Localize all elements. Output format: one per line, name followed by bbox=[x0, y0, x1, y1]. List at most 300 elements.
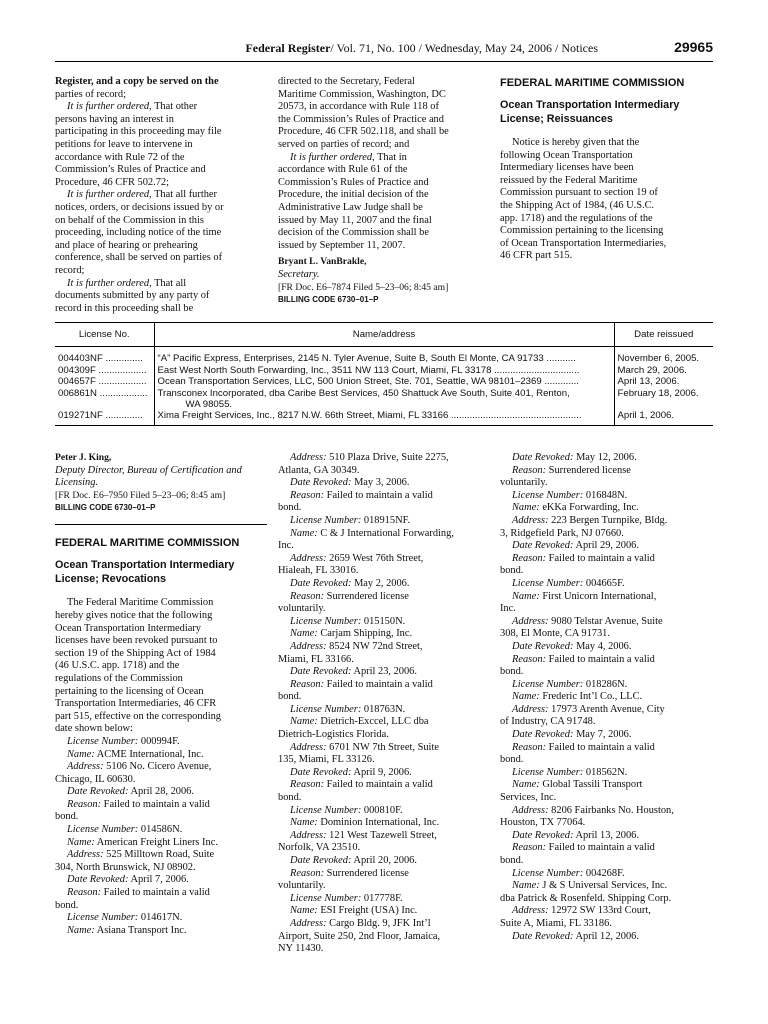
field-value: May 2, 2006. bbox=[354, 577, 410, 589]
field-value: 018286N. bbox=[585, 678, 628, 690]
text-line: bond. bbox=[500, 666, 524, 678]
revocation-reason-line bbox=[55, 799, 270, 812]
text-line: regulations of the Commission bbox=[55, 672, 183, 684]
revocation-address-line bbox=[278, 742, 493, 755]
date-reissued-cell: November 6, 2005. bbox=[614, 347, 713, 365]
text-line: Commission pursuant to section 19 of bbox=[500, 187, 658, 199]
revocation-reason-line bbox=[278, 868, 493, 881]
text-line: 304, North Brunswick, NJ 08902. bbox=[55, 861, 196, 873]
text-line: Procedure, the initial decision of the bbox=[278, 189, 429, 201]
field-value: C & J International Forwarding, bbox=[320, 527, 454, 539]
revocation-license-line bbox=[55, 912, 270, 925]
field-label: Date Revoked: bbox=[512, 829, 574, 841]
revocation-license-line bbox=[500, 679, 715, 692]
text-line: on behalf of the Commission in this bbox=[55, 214, 204, 226]
fr-doc-line: [FR Doc. E6–7874 Filed 5–23–06; 8:45 am] bbox=[278, 281, 449, 293]
field-label: Name: bbox=[290, 628, 318, 640]
text-line: dba Patrick & Rosenfeld. Shipping Corp. bbox=[500, 892, 672, 904]
text-line: documents submitted by any party of bbox=[55, 290, 210, 302]
field-label: License Number: bbox=[290, 615, 362, 627]
revocation-license-line bbox=[55, 824, 270, 837]
text-line: 20573, in accordance with Rule 118 of bbox=[278, 101, 439, 113]
table-row bbox=[55, 388, 713, 411]
name-address-cell: “A” Pacific Express, Enterprises, 2145 N. Tyler Avenue, Suite B, South El Monte, CA 91733 ........... bbox=[154, 347, 614, 365]
revocation-reason-line bbox=[500, 654, 715, 667]
field-value: Failed to maintain a valid bbox=[326, 489, 433, 501]
signer-title-text: Deputy Director, Bureau of Certification and bbox=[55, 464, 242, 476]
revocation-license-line bbox=[500, 490, 715, 503]
text-line: Hialeah, FL 33016. bbox=[278, 565, 359, 577]
text-line: bond. bbox=[278, 502, 302, 514]
field-label: Address: bbox=[512, 514, 549, 526]
text-line: Inc. bbox=[500, 603, 516, 615]
field-label: Name: bbox=[67, 748, 95, 760]
text-line: issued by May 11, 2007 and the final bbox=[278, 214, 432, 226]
text-line: Procedure, 46 CFR 502.72; bbox=[55, 176, 170, 188]
ordered-phrase: It is further ordered, bbox=[67, 277, 152, 289]
signer-title-text: Secretary. bbox=[278, 268, 320, 280]
field-label: Date Revoked: bbox=[512, 930, 574, 942]
text-line: bond. bbox=[278, 792, 302, 804]
signer-name: Peter J. King, bbox=[55, 452, 112, 463]
text-line: voluntarily. bbox=[500, 477, 548, 489]
subject-heading: License; Revocations bbox=[55, 572, 167, 585]
field-label: Address: bbox=[290, 829, 327, 841]
text-span: That other bbox=[151, 101, 198, 113]
spacer bbox=[55, 525, 270, 536]
text-line: the Commission’s Rules of Practice and bbox=[278, 113, 444, 125]
text-line: Ocean Transportation Intermediary bbox=[55, 622, 202, 634]
field-label: Date Revoked: bbox=[290, 766, 352, 778]
field-value: Failed to maintain a valid bbox=[103, 887, 210, 899]
revocation-license-line bbox=[278, 893, 493, 906]
field-label: Reason: bbox=[290, 779, 325, 791]
field-label: Reason: bbox=[290, 489, 325, 501]
text-line: bond. bbox=[55, 811, 79, 823]
text-line: Transportation Intermediaries, 46 CFR bbox=[55, 698, 217, 710]
table-row bbox=[55, 376, 713, 387]
billing-code: BILLING CODE 6730–01–P bbox=[278, 295, 379, 305]
field-value: 525 Milltown Road, Suite bbox=[106, 849, 215, 861]
field-value: May 4, 2006. bbox=[576, 640, 632, 652]
running-header bbox=[55, 41, 713, 62]
revocation-license-line bbox=[500, 578, 715, 591]
text-line: bond. bbox=[278, 691, 302, 703]
text-line: and place of hearing or prehearing bbox=[55, 239, 198, 251]
revocation-name-line bbox=[278, 628, 493, 641]
text-line: served on parties of record; and bbox=[278, 138, 410, 150]
field-value: April 20, 2006. bbox=[353, 855, 417, 866]
revocation-name-line bbox=[278, 817, 493, 830]
name-address-line: Transconex Incorporated, dba Caribe Best Services, 450 Shattuck Ave South, Suite 401, Renton, bbox=[157, 387, 570, 399]
field-value: 5106 No. Cicero Avenue, bbox=[106, 761, 212, 773]
revocation-address-line bbox=[500, 905, 715, 918]
text-line: conference, shall be served on parties of bbox=[55, 252, 223, 264]
field-value: 8206 Fairbanks No. Houston, bbox=[551, 804, 674, 816]
field-value: Global Tassili Transport bbox=[542, 779, 643, 791]
revocation-address-line bbox=[500, 616, 715, 629]
date-reissued-cell: April 1, 2006. bbox=[614, 410, 713, 425]
field-value: Failed to maintain a valid bbox=[548, 552, 655, 564]
revocation-date-line bbox=[55, 786, 270, 799]
table-row bbox=[55, 410, 713, 425]
field-label: Reason: bbox=[512, 464, 547, 476]
name-address-cell: East West North South Forwarding, Inc., 3511 NW 113 Court, Miami, FL 33178 ................................ bbox=[154, 365, 614, 376]
revocation-address-line bbox=[55, 761, 270, 774]
field-value: 8524 NW 72nd Street, bbox=[329, 640, 423, 652]
agency-heading: FEDERAL MARITIME COMMISSION bbox=[55, 537, 240, 550]
field-label: License Number: bbox=[290, 514, 362, 526]
revocation-address-line bbox=[278, 918, 493, 931]
field-label: Date Revoked: bbox=[290, 477, 352, 489]
revocation-address-line bbox=[278, 830, 493, 843]
signer-title bbox=[55, 477, 270, 490]
field-value: Asiana Transport Inc. bbox=[96, 924, 187, 936]
field-label: Date Revoked: bbox=[512, 640, 574, 652]
text-line: bond. bbox=[500, 754, 524, 766]
spacer bbox=[500, 126, 715, 137]
field-label: Reason: bbox=[290, 590, 325, 602]
field-value: 000994F. bbox=[140, 735, 180, 747]
field-value: Surrendered license bbox=[326, 867, 409, 879]
field-label: Name: bbox=[290, 905, 318, 917]
text-line: Commission’s Rules of Practice and bbox=[278, 176, 429, 188]
text-line: bond. bbox=[55, 899, 79, 911]
revocation-name-line bbox=[500, 880, 715, 893]
field-label: Name: bbox=[67, 924, 95, 936]
revocation-date-line bbox=[500, 452, 715, 465]
text-line: Inc. bbox=[278, 540, 294, 552]
text-line: part 515, effective on the corresponding bbox=[55, 710, 222, 722]
revocation-date-line bbox=[500, 931, 715, 944]
field-value: 015150N. bbox=[363, 615, 406, 627]
revocation-name-line bbox=[55, 749, 270, 762]
field-value: 2659 West 76th Street, bbox=[329, 552, 424, 564]
signer-title-text: Licensing. bbox=[55, 477, 99, 489]
field-value: Surrendered license bbox=[326, 590, 409, 602]
issue-info: / Vol. 71, No. 100 / Wednesday, May 24, 2006 / Notices bbox=[330, 41, 598, 55]
revocation-date-line bbox=[55, 874, 270, 887]
text-span: That all further bbox=[151, 189, 217, 201]
field-value: April 28, 2006. bbox=[130, 786, 194, 798]
signer-title bbox=[55, 465, 270, 478]
revocation-reason-line bbox=[278, 779, 493, 792]
text-line: of Industry, CA 91748. bbox=[500, 716, 596, 728]
spacer bbox=[55, 586, 270, 597]
revocation-license-line bbox=[55, 736, 270, 749]
field-value: 016848N. bbox=[585, 489, 628, 501]
field-label: License Number: bbox=[67, 824, 139, 836]
field-label: Reason: bbox=[67, 887, 102, 899]
field-label: Address: bbox=[290, 741, 327, 753]
revocation-date-line bbox=[278, 578, 493, 591]
field-value: Frederic Int’l Co., LLC. bbox=[542, 691, 643, 703]
field-label: Date Revoked: bbox=[512, 452, 574, 463]
revocation-address-line bbox=[500, 704, 715, 717]
field-value: April 9, 2006. bbox=[353, 766, 412, 778]
field-label: Name: bbox=[512, 590, 540, 602]
field-value: Dominion International, Inc. bbox=[320, 817, 440, 829]
column-header-date-reissued: Date reissued bbox=[614, 323, 713, 347]
name-address-cell: Ocean Transportation Services, LLC, 500 Union Street, Ste. 701, Seattle, WA 98101–2369 ............. bbox=[154, 376, 614, 387]
bottom-column-3 bbox=[500, 452, 715, 943]
field-value: April 7, 2006. bbox=[130, 874, 189, 886]
field-value: ESI Freight (USA) Inc. bbox=[320, 905, 418, 917]
revocation-license-line bbox=[278, 515, 493, 528]
spacer bbox=[55, 550, 270, 559]
text-line: hereby gives notice that the following bbox=[55, 609, 213, 621]
field-value: eKKa Forwarding, Inc. bbox=[542, 502, 639, 514]
text-line: Atlanta, GA 30349. bbox=[278, 464, 360, 476]
text-line: Norfolk, VA 23510. bbox=[278, 842, 361, 854]
field-value: Failed to maintain a valid bbox=[548, 653, 655, 665]
subject-heading: Ocean Transportation Intermediary bbox=[55, 559, 235, 572]
revocation-date-line bbox=[278, 767, 493, 780]
field-value: 12972 SW 133rd Court, bbox=[551, 905, 651, 917]
name-address-cell bbox=[154, 388, 614, 411]
publication-title: Federal Register bbox=[245, 41, 331, 55]
text-span: That in bbox=[374, 151, 407, 163]
date-reissued-cell: March 29, 2006. bbox=[614, 365, 713, 376]
field-value: Carjam Shipping, Inc. bbox=[320, 628, 413, 640]
subject-heading: License; Reissuances bbox=[500, 112, 613, 125]
billing-code: BILLING CODE 6730–01–P bbox=[55, 503, 156, 513]
field-label: Reason: bbox=[512, 741, 547, 753]
field-label: Address: bbox=[67, 761, 104, 773]
revocation-reason-line bbox=[278, 591, 493, 604]
field-value: 004665F. bbox=[585, 577, 625, 589]
field-value: April 12, 2006. bbox=[575, 930, 639, 942]
field-value: April 13, 2006. bbox=[575, 829, 639, 841]
ordered-phrase: It is further ordered, bbox=[67, 189, 152, 201]
text-line: Notice is hereby given that the bbox=[512, 137, 640, 148]
field-label: Name: bbox=[290, 716, 318, 728]
text-line: Chicago, IL 60630. bbox=[55, 773, 136, 785]
field-label: Address: bbox=[512, 703, 549, 715]
revocation-name-line bbox=[278, 528, 493, 541]
revocation-date-line bbox=[278, 855, 493, 868]
field-label: Reason: bbox=[512, 842, 547, 854]
field-value: 510 Plaza Drive, Suite 2275, bbox=[329, 452, 449, 463]
field-value: 018763N. bbox=[363, 703, 406, 715]
text-line: (46 U.S.C. app. 1718) and the bbox=[55, 660, 180, 672]
date-reissued-cell: April 13, 2006. bbox=[614, 376, 713, 387]
field-label: Address: bbox=[290, 452, 327, 463]
revocation-name-line bbox=[500, 691, 715, 704]
field-value: American Freight Liners Inc. bbox=[96, 836, 218, 848]
name-address-cell: Xima Freight Services, Inc., 8217 N.W. 66th Street, Miami, FL 33166 ................................................. bbox=[154, 410, 614, 425]
text-line: reissued by the Federal Maritime bbox=[500, 174, 638, 186]
revocation-reason-line bbox=[500, 553, 715, 566]
text-line: bond. bbox=[500, 855, 524, 866]
field-label: Reason: bbox=[290, 867, 325, 879]
field-label: License Number: bbox=[512, 867, 584, 879]
field-label: License Number: bbox=[512, 577, 584, 589]
text-line: Register, and a copy be served on the bbox=[55, 76, 219, 87]
field-value: Dietrich-Exccel, LLC dba bbox=[320, 716, 429, 728]
field-value: May 3, 2006. bbox=[354, 477, 410, 489]
field-label: Address: bbox=[512, 804, 549, 816]
field-label: Name: bbox=[512, 691, 540, 703]
field-label: Name: bbox=[512, 779, 540, 791]
revocation-date-line bbox=[500, 729, 715, 742]
field-value: 018562N. bbox=[585, 766, 628, 778]
name-address-continuation: WA 98055. bbox=[185, 399, 233, 411]
field-label: Date Revoked: bbox=[512, 729, 574, 741]
text-line: issued by September 11, 2007. bbox=[278, 239, 406, 251]
license-number-cell: 004309F .................. bbox=[58, 364, 147, 376]
text-line: 3, Ridgefield Park, NJ 07660. bbox=[500, 527, 624, 539]
column-header-license: License No. bbox=[55, 323, 154, 347]
field-value: April 29, 2006. bbox=[575, 540, 639, 552]
fr-doc-line: [FR Doc. E6–7950 Filed 5–23–06; 8:45 am] bbox=[55, 489, 226, 501]
field-label: Reason: bbox=[512, 552, 547, 564]
subject-heading: Ocean Transportation Intermediary bbox=[500, 99, 680, 111]
date-reissued-cell: February 18, 2006. bbox=[614, 388, 713, 411]
text-line bbox=[278, 152, 493, 165]
text-line: Miami, FL 33166. bbox=[278, 653, 354, 665]
field-label: Name: bbox=[512, 880, 540, 892]
field-value: 014586N. bbox=[140, 824, 183, 836]
revocation-date-line bbox=[500, 830, 715, 843]
bottom-column-2 bbox=[278, 452, 493, 956]
revocation-date-line bbox=[278, 477, 493, 490]
revocation-license-line bbox=[278, 616, 493, 629]
field-label: Reason: bbox=[290, 678, 325, 690]
text-line: voluntarily. bbox=[278, 880, 326, 892]
license-table bbox=[55, 322, 713, 426]
bottom-column-1 bbox=[55, 452, 270, 937]
column-header-name-address: Name/address bbox=[154, 323, 614, 347]
top-column-3 bbox=[500, 76, 715, 263]
text-span: That all bbox=[151, 277, 187, 289]
field-label: Date Revoked: bbox=[290, 577, 352, 589]
revocation-name-line bbox=[55, 925, 270, 938]
text-line bbox=[55, 189, 270, 202]
revocation-name-line bbox=[278, 905, 493, 918]
revocation-name-line bbox=[500, 502, 715, 515]
text-line: parties of record; bbox=[55, 88, 126, 100]
field-value: Failed to maintain a valid bbox=[326, 779, 433, 791]
table-row bbox=[55, 347, 713, 365]
license-number-cell: 006861N .................. bbox=[58, 387, 148, 399]
revocation-date-line bbox=[500, 641, 715, 654]
text-line: Intermediary licenses have been bbox=[500, 162, 634, 174]
revocation-reason-line bbox=[55, 887, 270, 900]
field-value: 121 West Tazewell Street, bbox=[329, 829, 437, 841]
field-value: 000810F. bbox=[363, 804, 403, 816]
text-line: accordance with Rule 61 of the bbox=[278, 164, 408, 176]
ordered-phrase: It is further ordered, bbox=[290, 151, 375, 163]
revocation-license-line bbox=[500, 868, 715, 881]
text-line: Dietrich-Logistics Florida. bbox=[278, 729, 389, 741]
top-column-2 bbox=[278, 76, 493, 305]
revocation-address-line bbox=[278, 641, 493, 654]
field-value: 6701 NW 7th Street, Suite bbox=[329, 741, 439, 753]
text-line: section 19 of the Shipping Act of 1984 bbox=[55, 647, 216, 659]
field-label: Address: bbox=[67, 849, 104, 861]
text-line: decision of the Commission shall be bbox=[278, 227, 429, 239]
top-column-1 bbox=[55, 76, 270, 315]
text-line: licenses have been revoked pursuant to bbox=[55, 635, 218, 647]
field-label: Name: bbox=[290, 527, 318, 539]
text-line: Commission’s Rules of Practice and bbox=[55, 164, 206, 176]
revocation-name-line bbox=[500, 779, 715, 792]
field-value: Cargo Bldg. 9, JFK Int’l bbox=[329, 917, 431, 929]
signer-title bbox=[278, 269, 493, 282]
field-value: Failed to maintain a valid bbox=[326, 678, 433, 690]
text-line: voluntarily. bbox=[278, 603, 326, 615]
revocation-name-line bbox=[55, 837, 270, 850]
field-value: 014617N. bbox=[140, 912, 183, 924]
field-label: Address: bbox=[290, 917, 327, 929]
field-value: Surrendered license bbox=[548, 464, 631, 476]
field-label: Date Revoked: bbox=[67, 786, 129, 798]
field-label: Address: bbox=[512, 615, 549, 627]
text-line: date shown below: bbox=[55, 723, 133, 735]
field-label: Reason: bbox=[67, 798, 102, 810]
field-value: 17973 Arenth Avenue, City bbox=[551, 703, 665, 715]
field-label: Reason: bbox=[512, 653, 547, 665]
field-label: Date Revoked: bbox=[67, 874, 129, 886]
revocation-reason-line bbox=[278, 490, 493, 503]
text-line: notices, orders, or decisions issued by or bbox=[55, 201, 224, 213]
field-label: Name: bbox=[290, 817, 318, 829]
field-label: Address: bbox=[290, 552, 327, 564]
field-label: Address: bbox=[512, 905, 549, 917]
running-head-text bbox=[245, 41, 598, 56]
revocation-reason-line bbox=[500, 742, 715, 755]
field-value: Failed to maintain a valid bbox=[548, 842, 655, 854]
text-line: accordance with Rule 72 of the bbox=[55, 151, 185, 163]
revocation-license-line bbox=[278, 704, 493, 717]
signer-name: Bryant L. VanBrakle, bbox=[278, 256, 367, 268]
text-line: Commission pertaining to the licensing bbox=[500, 225, 664, 237]
field-value: May 12, 2006. bbox=[576, 452, 637, 463]
field-value: 004268F. bbox=[585, 867, 625, 879]
text-line: 135, Miami, FL 33126. bbox=[278, 754, 375, 766]
field-value: 223 Bergen Turnpike, Bldg. bbox=[551, 514, 668, 526]
field-label: License Number: bbox=[67, 735, 139, 747]
revocation-date-line bbox=[278, 666, 493, 679]
text-line bbox=[55, 76, 270, 89]
text-line: Services, Inc. bbox=[500, 792, 557, 804]
text-line: persons having an interest in bbox=[55, 113, 174, 125]
field-value: 018915NF. bbox=[363, 514, 411, 526]
revocation-reason-line bbox=[500, 465, 715, 478]
text-line: participating in this proceeding may file bbox=[55, 126, 222, 138]
revocation-address-line bbox=[500, 515, 715, 528]
text-line: the Shipping Act of 1984, (46 U.S.C. bbox=[500, 199, 655, 211]
spacer bbox=[500, 90, 715, 99]
text-line: NY 11430. bbox=[278, 943, 324, 955]
field-value: ACME International, Inc. bbox=[96, 748, 204, 760]
revocation-license-line bbox=[278, 805, 493, 818]
page-number: 29965 bbox=[674, 39, 713, 55]
revocation-reason-line bbox=[278, 679, 493, 692]
field-label: Date Revoked: bbox=[512, 540, 574, 552]
revocation-reason-line bbox=[500, 842, 715, 855]
text-line: proceeding, including notice of the time bbox=[55, 227, 222, 239]
field-label: License Number: bbox=[290, 804, 362, 816]
field-label: License Number: bbox=[512, 766, 584, 778]
revocation-address-line bbox=[278, 553, 493, 566]
text-line: The Federal Maritime Commission bbox=[67, 597, 214, 609]
text-line: Administrative Law Judge shall be bbox=[278, 201, 423, 213]
text-line: Airport, Suite 250, 2nd Floor, Jamaica, bbox=[278, 930, 441, 942]
field-value: Failed to maintain a valid bbox=[103, 798, 210, 810]
license-number-cell: 004657F .................. bbox=[58, 376, 147, 388]
